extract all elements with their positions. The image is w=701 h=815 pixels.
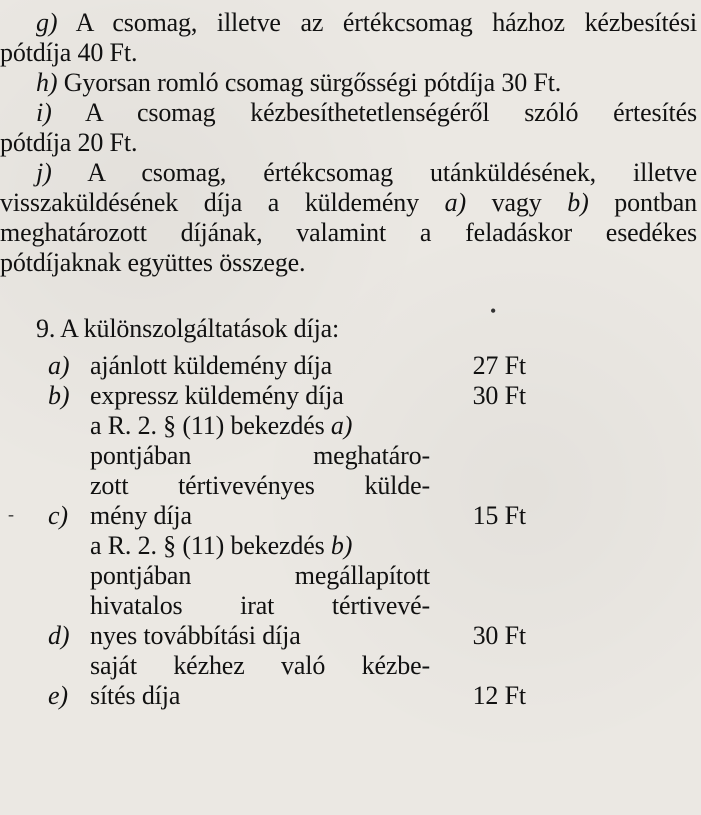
service-c-text [90, 411, 430, 531]
service-c-line-3: zott tértivevényes külde- [90, 471, 430, 500]
item-j-text-2b: vagy [466, 188, 568, 217]
service-d-line-1 [90, 531, 430, 561]
item-j-text-1: A csomag, értékcsomag utánküldésének, illetve [87, 158, 697, 187]
service-e-text [90, 651, 430, 711]
service-d [48, 531, 697, 651]
service-e-line-2: sítés díja [90, 681, 181, 710]
item-j [0, 158, 697, 278]
item-g-label: g) [36, 8, 58, 37]
service-c-price: 15 Ft [472, 501, 526, 530]
service-a-letter: a) [48, 351, 70, 380]
service-e-line-1: saját kézhez való kézbe- [90, 651, 430, 680]
service-a-price: 27 Ft [472, 351, 526, 380]
item-h-text-1: Gyorsan romló csomag sürgősségi pótdíja 30 Ft. [63, 68, 562, 97]
service-d-letter: d) [48, 621, 70, 650]
item-j-label: j) [36, 158, 52, 187]
service-d-line-2: pontjában megállapított [90, 561, 430, 590]
item-j-text-2a: visszaküldésének díja a küldemény [0, 188, 445, 217]
item-i-label: i) [36, 98, 52, 127]
service-c-line-2: pontjában meghatáro- [90, 441, 430, 470]
document-text [0, 8, 697, 711]
service-b-text: expressz küldemény díja [90, 381, 344, 410]
service-c-text-part-1: a R. 2. § (11) bekezdés [90, 411, 331, 440]
service-d-italic-b: b) [330, 531, 353, 560]
service-d-price: 30 Ft [472, 621, 526, 650]
item-j-line-3: meghatározott díjának, valamint a feladáskor esedékes [0, 218, 697, 247]
service-d-line-4: nyes továbbítási díja [90, 621, 301, 650]
service-d-text-part-1: a R. 2. § (11) bekezdés [90, 531, 331, 560]
item-h-label: h) [36, 68, 58, 97]
item-j-text-2c: pontban [588, 188, 697, 217]
item-h [0, 68, 697, 98]
item-g-line-1 [0, 8, 697, 38]
service-d-line-3: hivatalos irat tértivevé- [90, 591, 430, 620]
service-a [48, 351, 697, 381]
item-g-line-2: pótdíja 40 Ft. [0, 38, 138, 67]
item-i [0, 98, 697, 158]
service-b-letter: b) [48, 381, 70, 410]
service-e-price: 12 Ft [472, 681, 526, 710]
item-g-text-1: A csomag, illetve az értékcsomag házhoz kézbesítési [75, 8, 697, 37]
item-h-line-1 [0, 68, 697, 98]
service-b-price: 30 Ft [472, 381, 526, 410]
scan-dot: • [490, 301, 497, 321]
item-j-line-2 [0, 188, 697, 218]
service-b [48, 381, 697, 411]
service-d-text [90, 531, 430, 651]
item-j-line-4: pótdíjaknak együttes összege. [0, 248, 306, 277]
item-j-line-1 [0, 158, 697, 188]
service-e [48, 651, 697, 711]
item-j-label-b: b) [567, 188, 589, 217]
special-services-list [0, 351, 697, 711]
scan-speck: - [8, 504, 14, 524]
special-services-title: 9. A különszolgáltatások díja: [36, 314, 340, 343]
service-c [48, 411, 697, 531]
service-c-line-4: mény díja [90, 501, 192, 530]
item-i-line-1 [0, 98, 697, 128]
item-i-text-1: A csomag kézbesíthetetlenségéről szóló értesítés [84, 98, 697, 127]
service-c-line-1 [90, 411, 430, 441]
item-i-line-2: pótdíja 20 Ft. [0, 128, 138, 157]
service-c-letter: c) [48, 501, 68, 530]
service-c-italic-a: a) [330, 411, 353, 440]
item-j-label-a: a) [444, 188, 467, 217]
service-e-letter: e) [48, 681, 68, 710]
item-g [0, 8, 697, 68]
service-a-text: ajánlott küldemény díja [90, 351, 333, 380]
